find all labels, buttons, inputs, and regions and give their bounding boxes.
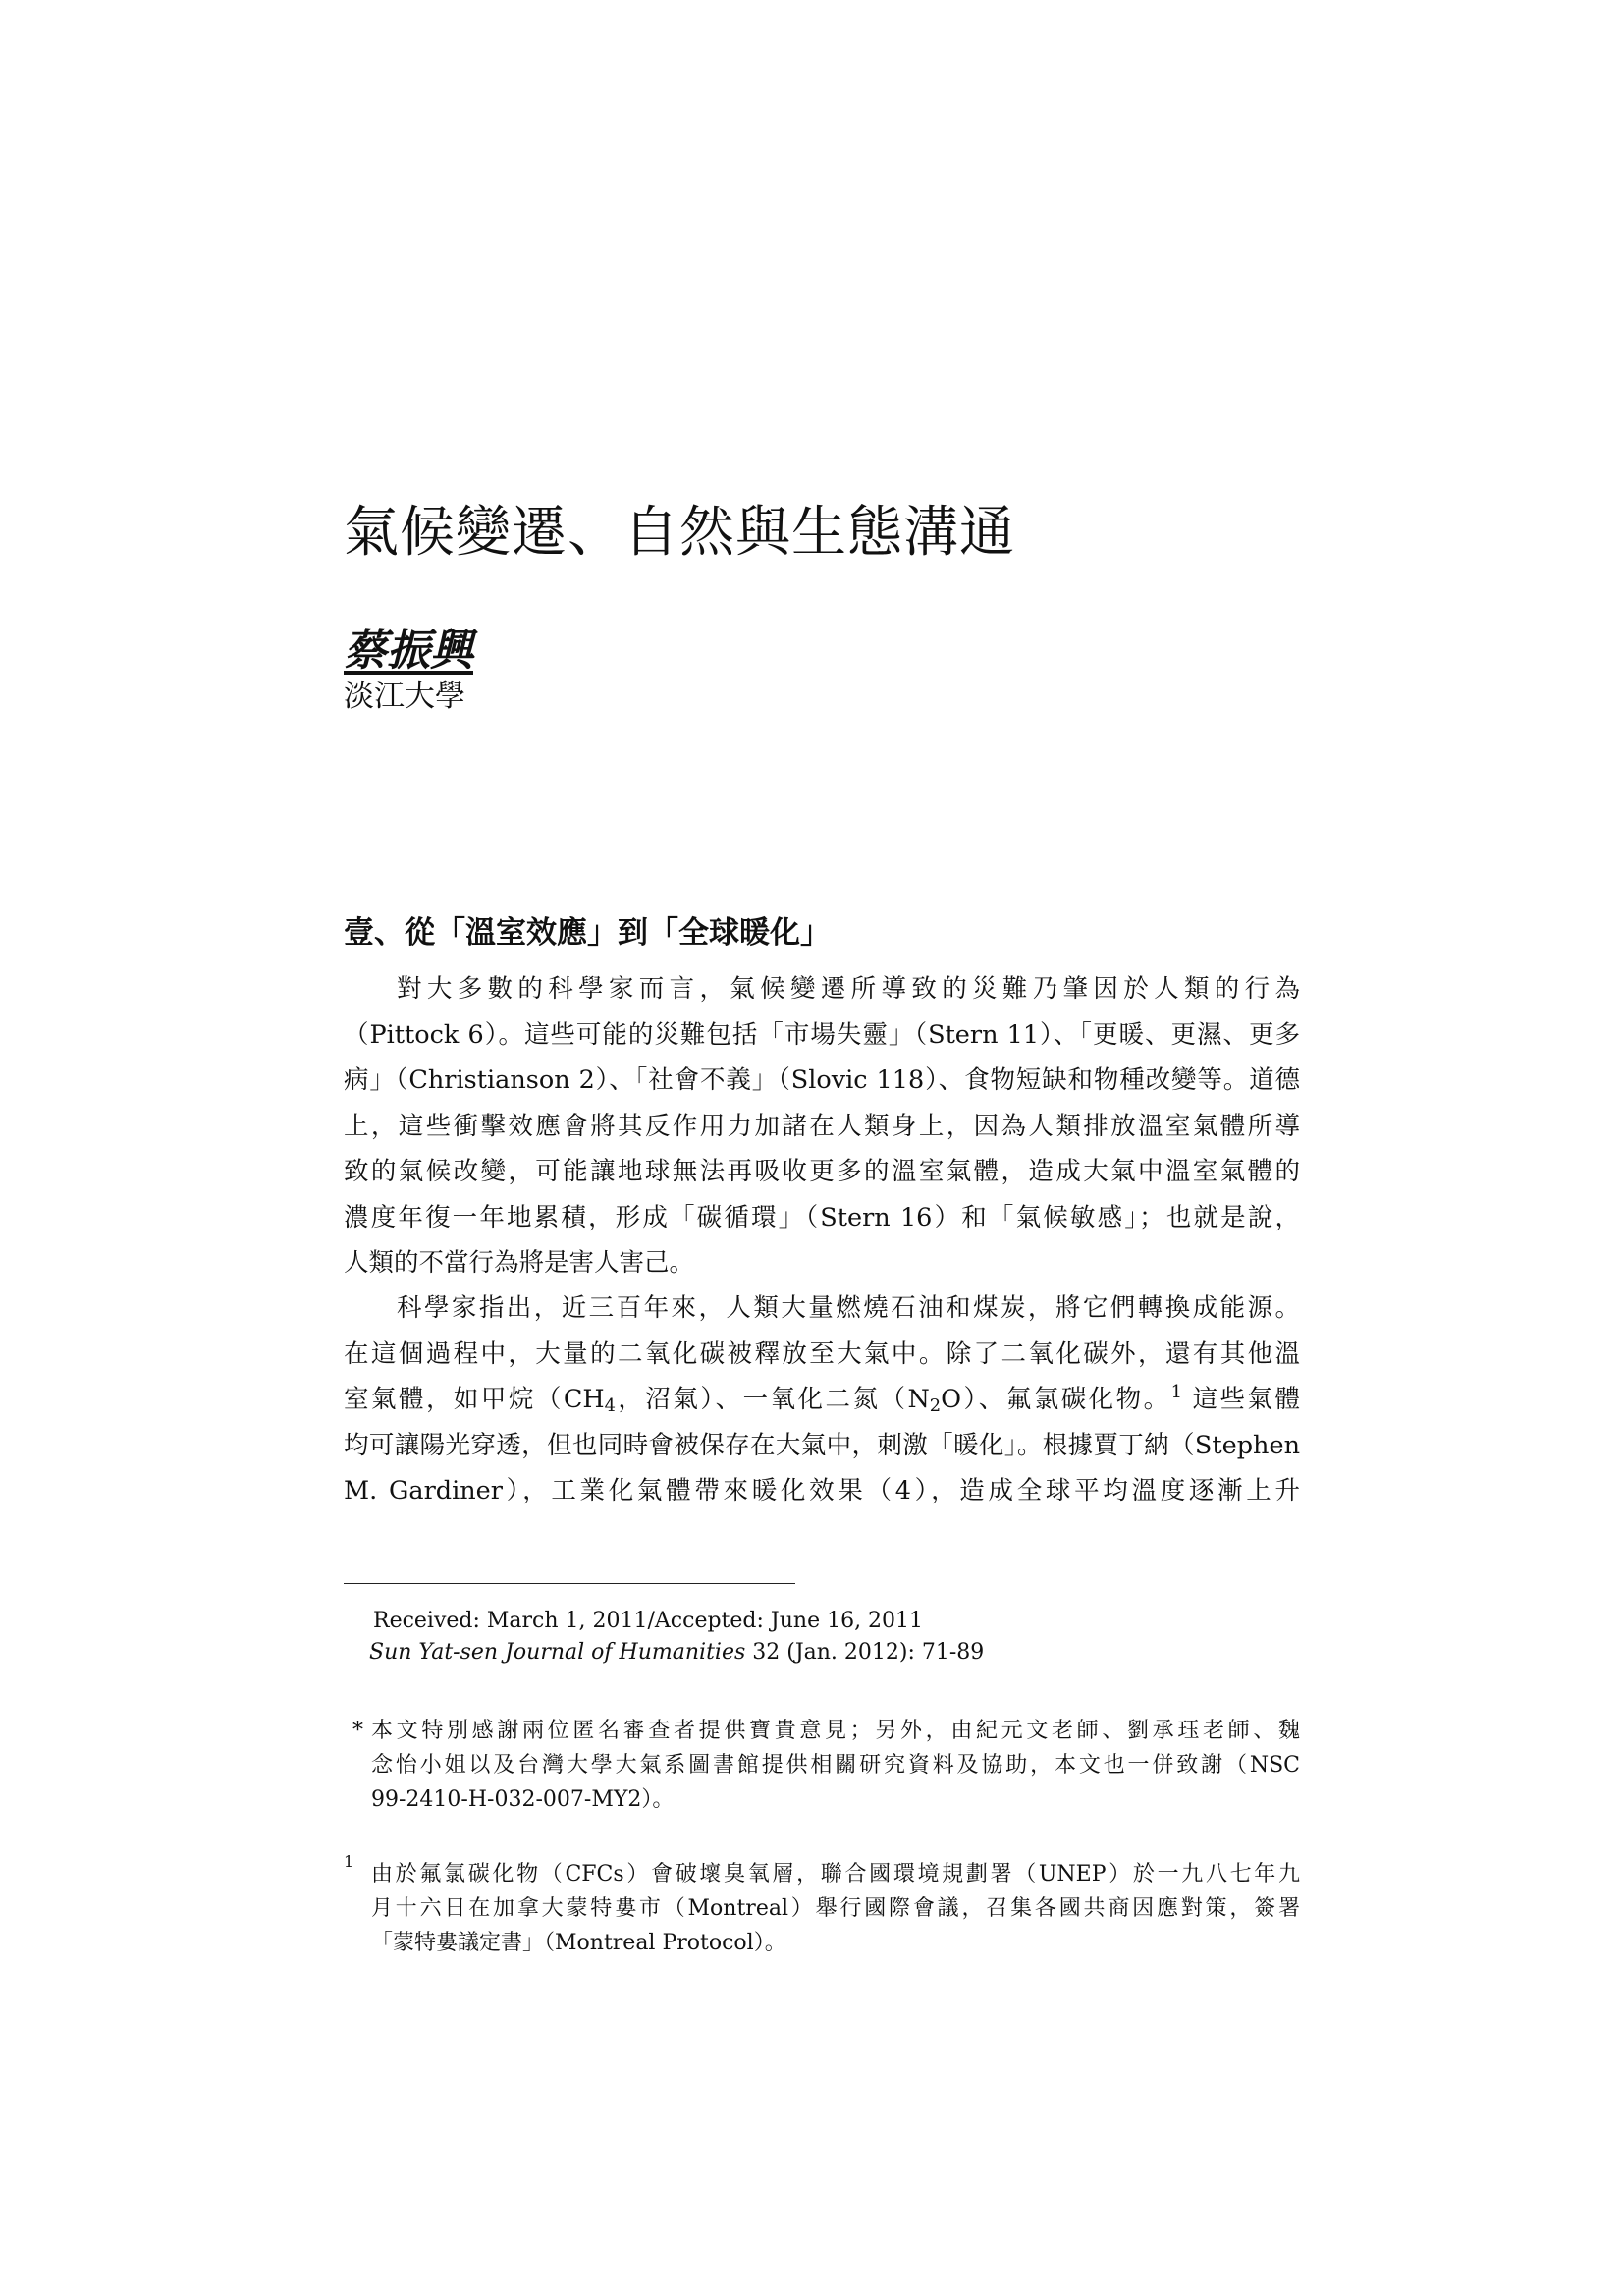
paragraph-2-line: M. Gardiner），工業化氣體帶來暖化效果（4），造成全球平均溫度逐漸上升 <box>344 1476 1300 1505</box>
subscript: 2 <box>929 1395 942 1416</box>
paragraph-2-line: 均可讓陽光穿透，但也同時會被保存在大氣中，刺激「暖化」。根據賈丁納（Stephen <box>344 1431 1300 1460</box>
author-affiliation: 淡江大學 <box>344 679 465 714</box>
paragraph-2-line: 科學家指出，近三百年來，人類大量燃燒石油和煤炭，將它們轉換成能源。 <box>397 1293 1300 1323</box>
line-text: 室氣體，如甲烷（CH <box>344 1385 605 1414</box>
footnote-divider <box>344 1583 795 1584</box>
footnote-1-line: 月十六日在加拿大蒙特婁市（Montreal）舉行國際會議，召集各國共商因應對策，簽署 <box>371 1896 1300 1921</box>
received-accepted-dates: Received: March 1, 2011/Accepted: June 16, 2011 <box>373 1609 924 1633</box>
footnote-1-line: 由於氟氯碳化物（CFCs）會破壞臭氧層，聯合國環境規劃署（UNEP）於一九八七年九 <box>371 1862 1300 1886</box>
paragraph-1-line: 上，這些衝擊效應會將其反作用力加諸在人類身上，因為人類排放溫室氣體所導 <box>344 1112 1300 1141</box>
subscript: 4 <box>604 1395 616 1416</box>
paragraph-2-line <box>344 1384 1300 1415</box>
acknowledgement-line: 念怡小姐以及台灣大學大氣系圖書館提供相關研究資料及協助，本文也一併致謝（NSC <box>371 1753 1300 1777</box>
footnote-ref: 1 <box>1170 1382 1182 1402</box>
footnote-1-marker: 1 <box>344 1852 354 1871</box>
line-text: O）、氟氯碳化物。 <box>941 1385 1171 1414</box>
section-heading: 壹、從「溫室效應」到「全球暖化」 <box>344 915 831 951</box>
paragraph-2-line: 在這個過程中，大量的二氧化碳被釋放至大氣中。除了二氧化碳外，還有其他溫 <box>344 1339 1300 1369</box>
paragraph-1-line: （Pittock 6）。這些可能的災難包括「市場失靈」（Stern 11）、「更暖、更濕、更多 <box>344 1020 1300 1050</box>
paragraph-1-line: 濃度年復一年地累積，形成「碳循環」（Stern 16）和「氣候敏感」；也就是說， <box>344 1203 1300 1232</box>
paragraph-1-line: 病」（Christianson 2）、「社會不義」（Slovic 118）、食物短缺和物種改變等。道德 <box>344 1066 1300 1095</box>
acknowledgement-line: 本文特別感謝兩位匿名審查者提供寶貴意見；另外，由紀元文老師、劉承珏老師、魏 <box>371 1719 1300 1743</box>
paragraph-1-line: 致的氣候改變，可能讓地球無法再吸收更多的溫室氣體，造成大氣中溫室氣體的 <box>344 1157 1300 1186</box>
author-name: 蔡振興 <box>344 626 473 676</box>
acknowledgement-line: 99-2410-H-032-007-MY2）。 <box>371 1787 675 1812</box>
journal-name: Sun Yat-sen Journal of Humanities <box>369 1640 746 1665</box>
journal-citation <box>369 1638 984 1667</box>
paragraph-1-line: 人類的不當行為將是害人害己。 <box>344 1248 695 1278</box>
line-text: 這些氣體 <box>1181 1385 1301 1414</box>
line-text: ，沼氣）、一氧化二氮（N <box>615 1385 930 1414</box>
article-title: 氣候變遷、自然與生態溝通 <box>344 501 1015 565</box>
footnote-1-line: 「蒙特婁議定書」（Montreal Protocol）。 <box>371 1931 786 1955</box>
journal-volume-pages: 32 (Jan. 2012): 71-89 <box>745 1640 985 1665</box>
acknowledgement-marker: * <box>352 1719 363 1743</box>
paragraph-1-line: 對大多數的科學家而言，氣候變遷所導致的災難乃肇因於人類的行為 <box>397 974 1300 1004</box>
